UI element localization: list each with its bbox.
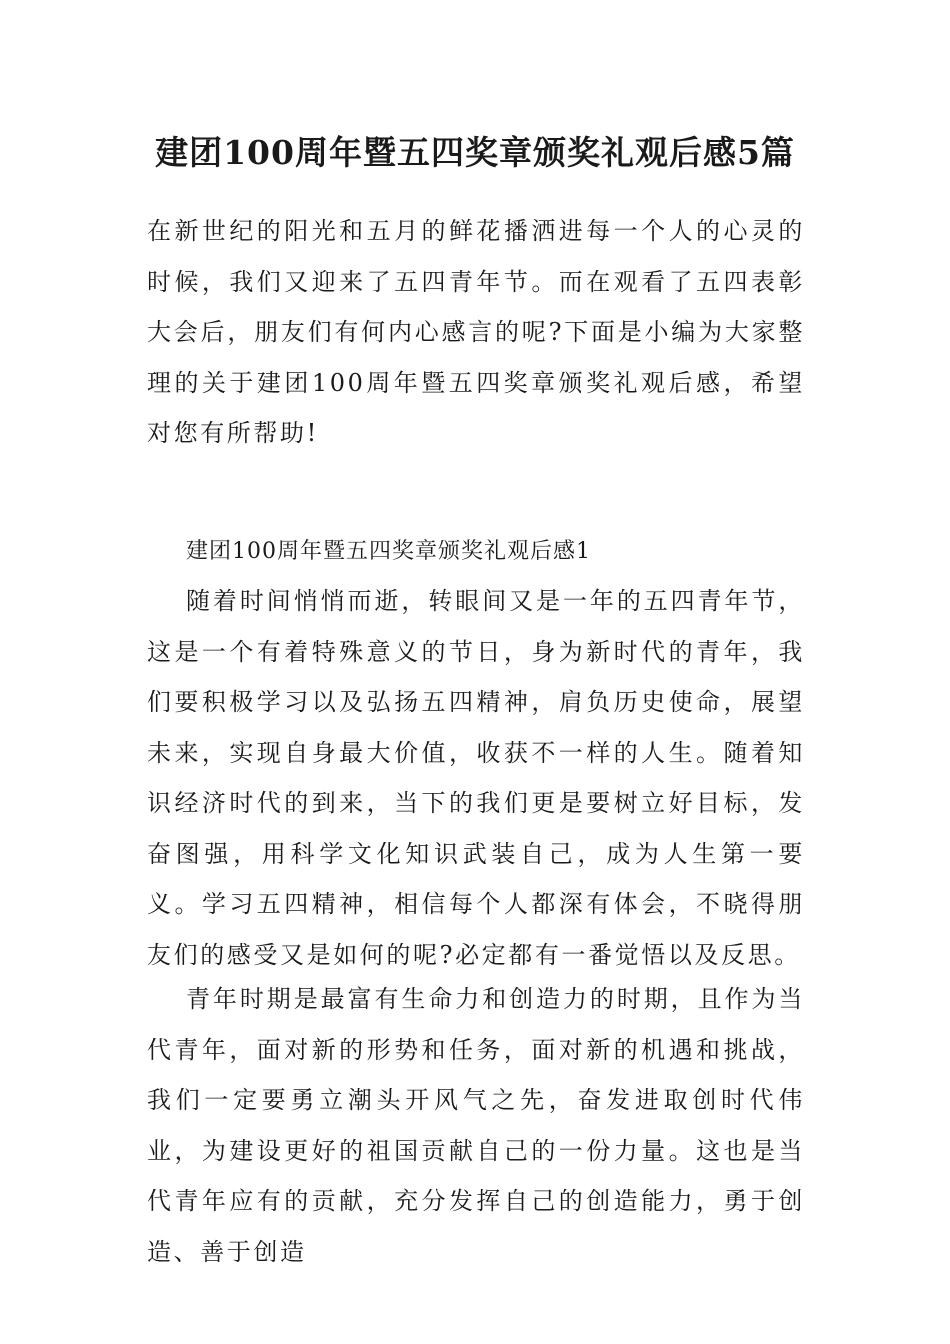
section-heading: 建团100周年暨五四奖章颁奖礼观后感1 [186, 539, 591, 564]
intro-paragraph: 在新世纪的阳光和五月的鲜花播洒进每一个人的心灵的时候，我们又迎来了五四青年节。而在观看了五四表彰大会后，朋友们有何内心感言的呢?下面是小编为大家整理的关于建团100周年暨五四奖章颁奖礼观后感，希望对您有所帮助! [147, 217, 805, 447]
body-paragraph-1: 随着时间悄悄而逝，转眼间又是一年的五四青年节，这是一个有着特殊意义的节日，身为新时代的青年，我们要积极学习以及弘扬五四精神，肩负历史使命，展望未来，实现自身最大价值，收获不一样的人生。随着知识经济时代的到来，当下的我们更是要树立好目标，发奋图强，用科学文化知识武装自己，成为人生第一要义。学习五四精神，相信每个人都深有体会，不晓得朋友们的感受又是如何的呢?必定都有一番觉悟以及反思。 [147, 587, 805, 969]
body-paragraph-2: 青年时期是最富有生命力和创造力的时期，且作为当代青年，面对新的形势和任务，面对新的机遇和挑战，我们一定要勇立潮头开风气之先，奋发进取创时代伟业，为建设更好的祖国贡献自己的一份力量。这也是当代青年应有的贡献，充分发挥自己的创造能力，勇于创造、善于创造 [147, 985, 805, 1266]
document-title: 建团100周年暨五四奖章颁奖礼观后感5篇 [155, 133, 795, 172]
